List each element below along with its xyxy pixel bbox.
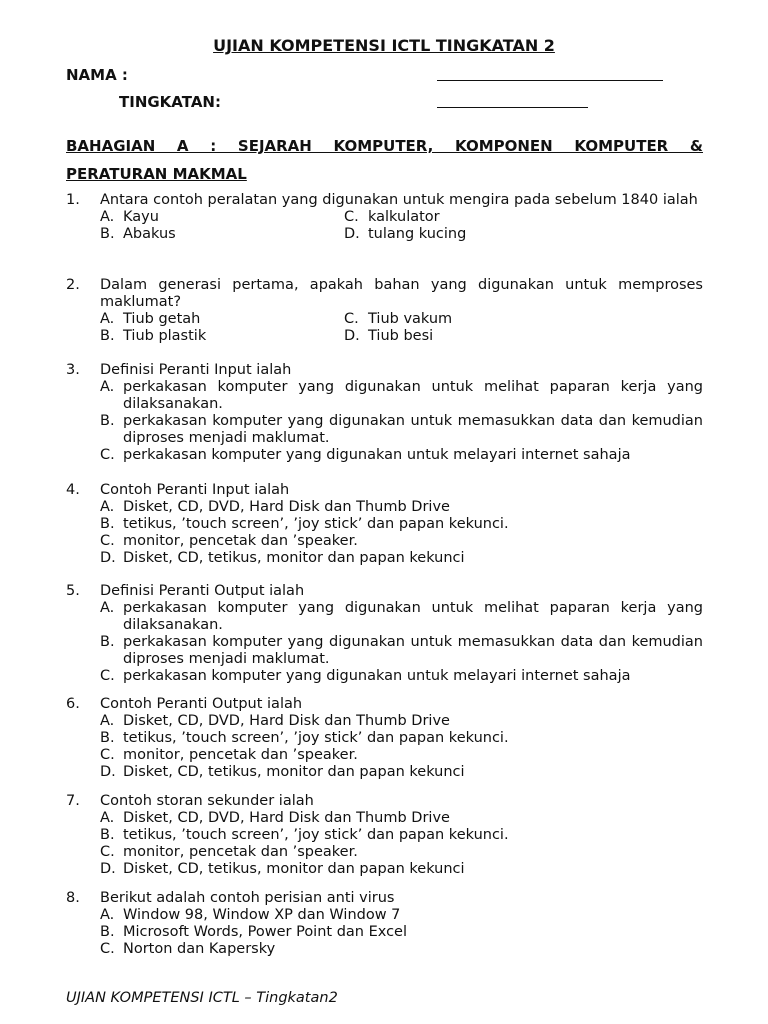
question-number: 4. <box>66 482 80 498</box>
option-b[interactable]: B. tetikus, ’touch screen’, ’joy stick’ dan papan kekunci. <box>100 827 509 843</box>
tingkatan-answer-line[interactable] <box>437 107 588 108</box>
option-a[interactable]: A. perkakasan komputer yang digunakan untuk melihat paparan kerja yang dilaksanakan. <box>100 379 703 412</box>
option-d[interactable]: D. tulang kucing <box>344 226 467 242</box>
question-2 <box>66 277 703 345</box>
question-8 <box>66 890 703 958</box>
question-text: Contoh Peranti Output ialah <box>100 696 303 712</box>
question-number: 7. <box>66 793 80 809</box>
section-heading-line1: BAHAGIAN A : SEJARAH KOMPUTER, KOMPONEN KOMPUTER & <box>66 137 703 155</box>
option-b[interactable]: B. Microsoft Words, Power Point dan Excel <box>100 924 407 940</box>
option-a[interactable]: A. Disket, CD, DVD, Hard Disk dan Thumb Drive <box>100 713 450 729</box>
page-footer: UJIAN KOMPETENSI ICTL – Tingkatan2 <box>66 990 338 1006</box>
option-b[interactable]: B. perkakasan komputer yang digunakan untuk memasukkan data dan kemudian diproses menjadi maklumat. <box>100 634 703 667</box>
option-c[interactable]: C. Tiub vakum <box>344 311 453 327</box>
option-d[interactable]: D. Disket, CD, tetikus, monitor dan papan kekunci <box>100 861 465 877</box>
question-text: Berikut adalah contoh perisian anti virus <box>100 890 395 906</box>
option-c[interactable]: C. monitor, pencetak dan ’speaker. <box>100 747 358 763</box>
question-6 <box>66 696 703 781</box>
option-a[interactable]: A. perkakasan komputer yang digunakan untuk melihat paparan kerja yang dilaksanakan. <box>100 600 703 633</box>
option-b[interactable]: B. perkakasan komputer yang digunakan untuk memasukkan data dan kemudian diproses menjadi maklumat. <box>100 413 703 446</box>
option-a[interactable]: A. Disket, CD, DVD, Hard Disk dan Thumb Drive <box>100 499 450 515</box>
option-c[interactable]: C. monitor, pencetak dan ’speaker. <box>100 844 358 860</box>
nama-label: NAMA : <box>66 66 128 84</box>
question-number: 3. <box>66 362 80 378</box>
question-number: 6. <box>66 696 80 712</box>
question-4 <box>66 482 703 567</box>
option-d[interactable]: D. Disket, CD, tetikus, monitor dan papan kekunci <box>100 764 465 780</box>
section-heading-line2: PERATURAN MAKMAL <box>66 165 247 183</box>
question-number: 5. <box>66 583 80 599</box>
question-text: Antara contoh peralatan yang digunakan untuk mengira pada sebelum 1840 ialah <box>100 192 698 208</box>
option-b[interactable]: B. Tiub plastik <box>100 328 207 344</box>
option-b[interactable]: B. tetikus, ’touch screen’, ’joy stick’ dan papan kekunci. <box>100 730 509 746</box>
option-b[interactable]: B. tetikus, ’touch screen’, ’joy stick’ dan papan kekunci. <box>100 516 509 532</box>
question-text: Contoh Peranti Input ialah <box>100 482 290 498</box>
question-number: 8. <box>66 890 80 906</box>
option-a[interactable]: A. Window 98, Window XP dan Window 7 <box>100 907 401 923</box>
option-a[interactable]: A. Disket, CD, DVD, Hard Disk dan Thumb Drive <box>100 810 450 826</box>
question-3 <box>66 362 703 464</box>
question-text: Definisi Peranti Output ialah <box>100 583 305 599</box>
option-c[interactable]: C. perkakasan komputer yang digunakan untuk melayari internet sahaja <box>100 668 631 684</box>
question-text: Dalam generasi pertama, apakah bahan yang digunakan untuk memproses maklumat? <box>100 277 703 310</box>
tingkatan-label: TINGKATAN: <box>119 93 221 111</box>
option-c[interactable]: C. monitor, pencetak dan ’speaker. <box>100 533 358 549</box>
question-text: Definisi Peranti Input ialah <box>100 362 292 378</box>
question-text: Contoh storan sekunder ialah <box>100 793 314 809</box>
page-title: UJIAN KOMPETENSI ICTL TINGKATAN 2 <box>213 36 555 55</box>
option-c[interactable]: C. Norton dan Kapersky <box>100 941 276 957</box>
question-1 <box>66 192 703 243</box>
option-row <box>100 311 703 328</box>
question-5 <box>66 583 703 685</box>
option-row <box>100 226 703 243</box>
question-7 <box>66 793 703 878</box>
option-row <box>100 209 703 226</box>
option-d[interactable]: D. Tiub besi <box>344 328 434 344</box>
nama-answer-line[interactable] <box>437 80 663 81</box>
option-c[interactable]: C. kalkulator <box>344 209 440 225</box>
option-c[interactable]: C. perkakasan komputer yang digunakan untuk melayari internet sahaja <box>100 447 631 463</box>
question-number: 2. <box>66 277 80 293</box>
option-row <box>100 328 703 345</box>
option-d[interactable]: D. Disket, CD, tetikus, monitor dan papan kekunci <box>100 550 465 566</box>
option-b[interactable]: B. Abakus <box>100 226 176 242</box>
option-a[interactable]: A. Kayu <box>100 209 159 225</box>
question-number: 1. <box>66 192 80 208</box>
option-a[interactable]: A. Tiub getah <box>100 311 201 327</box>
